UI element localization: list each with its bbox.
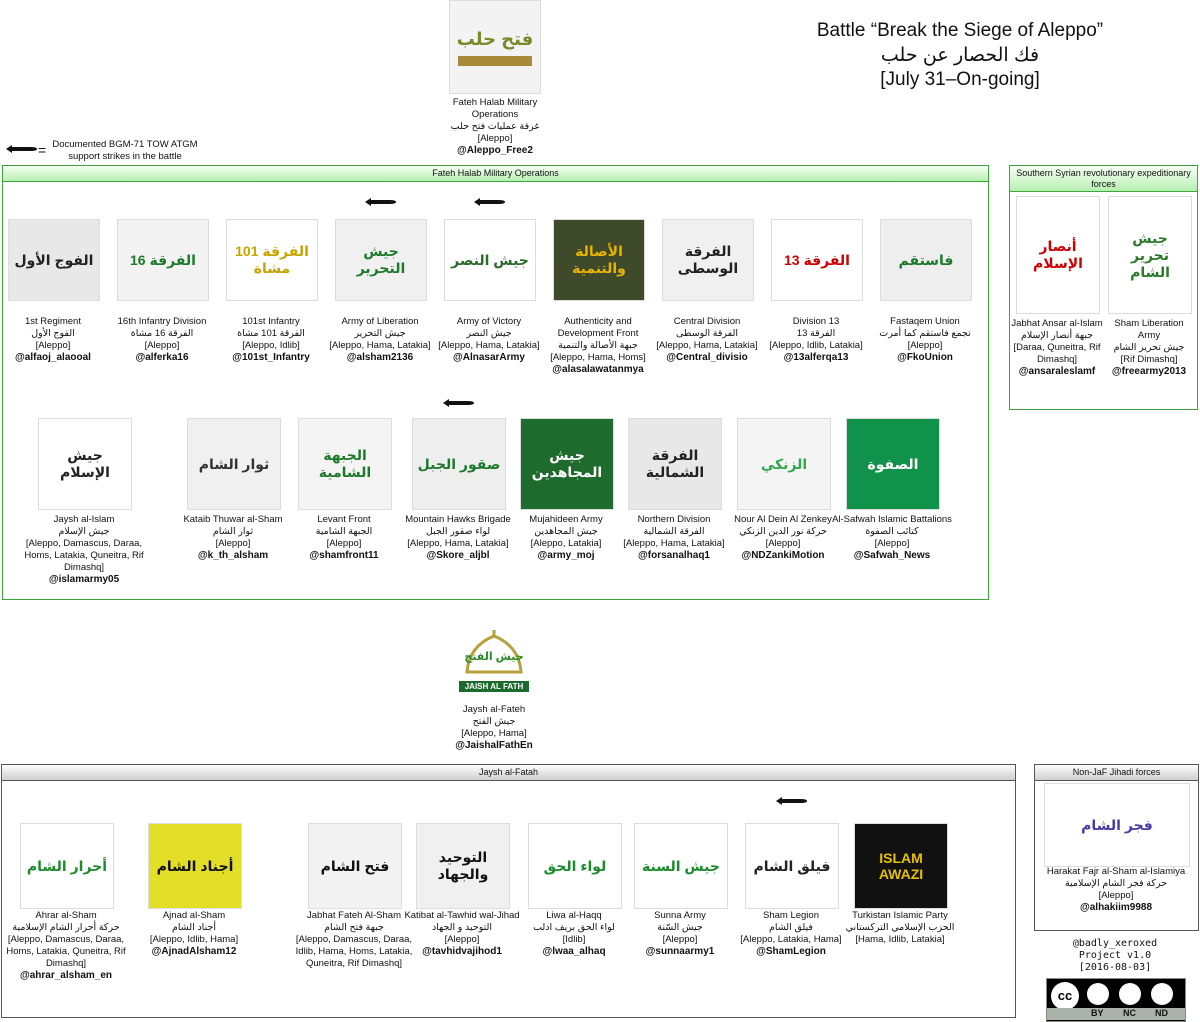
fateh-row2-logo-1 — [38, 418, 132, 510]
group-arabic: الفرقة 16 مشاة — [130, 328, 194, 339]
group-name: Division 13 — [792, 316, 840, 327]
group-region: [Aleppo] — [765, 538, 801, 549]
group-arabic: جبهة الأصالة والتنمية — [558, 340, 638, 351]
group-arabic: جيش المجاهدين — [534, 526, 598, 537]
group-region: [Aleppo] — [907, 340, 943, 351]
group-region: [Aleppo, Idlib] — [242, 340, 300, 351]
group-caption — [218, 316, 324, 364]
group-name: Army of Liberation — [341, 316, 419, 327]
group-arabic: حركة نور الدين الزنكي — [739, 526, 827, 537]
jaysh-al-fateh-logo-text: جيش الفتح — [464, 651, 524, 663]
title-line-1: Battle “Break the Siege of Aleppo” — [816, 20, 1104, 41]
tow-missile-icon — [363, 196, 397, 208]
jaf-groups-logo-8 — [854, 823, 948, 909]
group-arabic: كتائب الصفوة — [865, 526, 919, 537]
southern-logo-2 — [1108, 196, 1192, 314]
group-caption — [832, 514, 952, 562]
group-name: Ajnad al-Sham — [162, 910, 226, 921]
tow-missile-icon — [4, 143, 38, 155]
credit-version: Project v1.0 — [1078, 950, 1152, 961]
group-caption — [872, 316, 978, 364]
group-logo-text: جيش السنة — [642, 857, 720, 874]
jaysh-al-fateh-handle: @JaishalFathEn — [455, 740, 533, 751]
group-handle: @shamfront11 — [309, 550, 379, 561]
group-caption — [723, 514, 843, 562]
group-logo-text: جيش التحرير — [356, 243, 406, 276]
group-region: [Aleppo] — [215, 538, 251, 549]
fateh-row1-logo-8 — [771, 219, 863, 301]
group-region: [Aleppo, Hama, Latakia] — [623, 538, 725, 549]
group-handle: @Skore_aljbl — [426, 550, 490, 561]
group-arabic: تجمع فاستقم كما أمرت — [879, 328, 971, 339]
group-logo-text: الزنكي — [760, 455, 808, 472]
group-name: Mujahideen Army — [529, 514, 603, 525]
group-logo-text: التوحيد والجهاد — [437, 849, 489, 882]
group-handle: @101st_Infantry — [232, 352, 310, 363]
group-handle: @forsanalhaq1 — [638, 550, 710, 561]
fateh-row2-logo-5 — [520, 418, 614, 510]
group-name: Nour Al Dein Al Zenkey — [734, 514, 832, 525]
group-region: [Rif Dimashq] — [1120, 354, 1178, 365]
group-region: [Aleppo] — [662, 934, 698, 945]
group-name: Katibat al-Tawhid wal-Jihad — [404, 910, 520, 921]
group-region: [Aleppo, Idlib, Hama] — [149, 934, 239, 945]
group-name: Harakat Fajr al-Sham al-Islamiya — [1046, 866, 1186, 877]
cc-icon: cc — [1051, 982, 1079, 1010]
group-region: [Aleppo, Latakia, Hama] — [740, 934, 842, 945]
group-name: Sunna Army — [654, 910, 706, 921]
group-handle: @islamarmy05 — [48, 574, 120, 585]
group-name: Fastaqem Union — [890, 316, 960, 327]
group-arabic: لواء صقور الجبل — [425, 526, 491, 537]
group-caption — [1103, 318, 1195, 378]
group-logo-text: جيش تحرير الشام — [1130, 229, 1170, 280]
group-logo-text: صقور الجبل — [417, 455, 501, 472]
fateh-row1-logo-7 — [662, 219, 754, 301]
group-name: 16th Infantry Division — [117, 316, 207, 327]
jaysh-al-fateh-arabic: جيش الفتح — [472, 716, 516, 727]
group-handle: @k_th_alsham — [197, 550, 269, 561]
group-handle: @alhakiim9988 — [1079, 902, 1153, 913]
group-logo-text: لواء الحق — [543, 857, 607, 874]
group-name: Mountain Hawks Brigade — [405, 514, 511, 525]
group-arabic: جبهة أنصار الإسلام — [1020, 330, 1094, 341]
group-handle: @13alferqa13 — [783, 352, 849, 363]
fateh-row1-logo-4 — [335, 219, 427, 301]
group-caption — [24, 514, 144, 586]
group-arabic: جيش تحرير الشام — [1113, 342, 1185, 353]
group-logo-text: الفوج الأول — [14, 251, 94, 268]
title-line-2: فك الحصار عن حلب — [880, 45, 1040, 66]
group-name: Kataib Thuwar al-Sham — [183, 514, 283, 525]
group-caption — [1011, 318, 1103, 378]
jaf-groups-logo-1 — [20, 823, 114, 909]
southern-panel-header: Southern Syrian revolutionary expeditionary forces — [1010, 166, 1197, 192]
group-arabic: فيلق الشام — [769, 922, 813, 933]
cc-license-badge — [1046, 978, 1186, 1022]
jaf-groups-logo-4 — [416, 823, 510, 909]
jaf-groups-logo-5 — [528, 823, 622, 909]
group-arabic: جيش التحرير — [354, 328, 406, 339]
tow-missile-icon — [774, 795, 808, 807]
group-arabic: الفرقة 13 — [796, 328, 836, 339]
group-logo-text: الأصالة والتنمية — [572, 243, 626, 276]
group-region: [Daraa, Quneitra, Rif Dimashq] — [1013, 342, 1101, 365]
fateh-halab-name: Fateh Halab Military Operations — [452, 97, 538, 120]
fateh-halab-arabic: غرفة عمليات فتح حلب — [450, 121, 540, 132]
group-caption — [401, 910, 523, 958]
fateh-row2-logo-4 — [412, 418, 506, 510]
group-name: 101st Infantry — [242, 316, 300, 327]
group-caption — [109, 316, 215, 364]
group-logo-text: الفرقة الوسطى — [677, 243, 739, 276]
fateh-halab-caption — [430, 97, 560, 157]
jaysh-al-fateh-logo-band: JAISH AL FATH — [459, 681, 530, 692]
group-region: [Aleppo, Damascus, Daraa, Idlib, Hama, Homs, Latakia, Quneitra, Rif Dimashq] — [295, 934, 413, 969]
group-caption — [654, 316, 760, 364]
group-caption — [839, 910, 961, 946]
group-arabic: الفرقة الوسطى — [676, 328, 738, 339]
jaf-groups-logo-6 — [634, 823, 728, 909]
group-region: [Aleppo] — [144, 340, 180, 351]
fateh-row2-logo-8 — [846, 418, 940, 510]
group-name: Sham Liberation Army — [1114, 318, 1184, 341]
group-handle: @sunnaarmy1 — [645, 946, 715, 957]
tow-missile-icon — [472, 196, 506, 208]
group-name: Authenticity and Development Front — [557, 316, 639, 339]
group-caption — [327, 316, 433, 364]
group-name: Liwa al-Haqq — [546, 910, 602, 921]
group-region: [Aleppo] — [444, 934, 480, 945]
group-caption — [619, 910, 741, 958]
fateh-row1-logo-9 — [880, 219, 972, 301]
non-jaf-panel-header: Non-JaF Jihadi forces — [1035, 765, 1198, 781]
group-name: Al-Safwah Islamic Battalions — [832, 514, 952, 525]
fateh-row1-logo-1 — [8, 219, 100, 301]
group-arabic: الجبهة الشامية — [315, 526, 373, 537]
tow-missile-icon — [441, 397, 475, 409]
license-nc: NC — [1123, 1008, 1136, 1018]
credit-block — [1040, 938, 1190, 974]
group-handle: @freearmy2013 — [1111, 366, 1187, 377]
jaysh-al-fateh-name: Jaysh al-Fateh — [462, 704, 526, 715]
group-name: Turkistan Islamic Party — [852, 910, 948, 921]
group-logo-text: ثوار الشام — [198, 455, 270, 472]
group-logo-text: فيلق الشام — [753, 857, 831, 874]
group-handle: @Central_divisio — [666, 352, 748, 363]
group-arabic: التوحيد و الجهاد — [431, 922, 493, 933]
credit-date: [2016-08-03] — [1078, 962, 1152, 973]
fateh-halab-logo-text: فتح حلب — [456, 28, 534, 49]
group-name: Northern Division — [637, 514, 711, 525]
nd-icon — [1151, 983, 1173, 1005]
group-handle: @NDZankiMotion — [741, 550, 825, 561]
jaf-groups-logo-3 — [308, 823, 402, 909]
non-jaf-logo-1 — [1044, 783, 1190, 867]
group-handle: @tavhidvajihod1 — [422, 946, 502, 957]
fateh-halab-region: [Aleppo] — [477, 133, 513, 144]
group-logo-text: فجر الشام — [1081, 816, 1153, 833]
group-arabic: جبهة فتح الشام — [324, 922, 384, 933]
group-arabic: ثوار الشام — [212, 526, 254, 537]
group-arabic: حركة أحرار الشام الإسلامية — [12, 922, 120, 933]
southern-logo-1 — [1016, 196, 1100, 314]
group-arabic: الفرقة الشمالية — [643, 526, 705, 537]
credit-author: @badly_xeroxed — [1072, 938, 1158, 949]
group-arabic: جيش الإسلام — [58, 526, 110, 537]
group-region: [Aleppo] — [35, 340, 71, 351]
group-handle: @AjnadAlsham12 — [151, 946, 237, 957]
jaf-groups-logo-2 — [148, 823, 242, 909]
group-region: [Aleppo, Hama, Latakia] — [329, 340, 431, 351]
jaf-groups-logo-7 — [745, 823, 839, 909]
group-caption — [293, 910, 415, 970]
group-region: [Aleppo, Hama, Homs] — [550, 352, 646, 363]
legend-equals: = — [38, 142, 47, 158]
fateh-row2-logo-2 — [187, 418, 281, 510]
group-arabic: أجناد الشام — [172, 922, 216, 933]
group-name: Levant Front — [317, 514, 371, 525]
group-logo-text: أجناد الشام — [156, 857, 234, 874]
group-logo-text: الجبهة الشامية — [318, 447, 372, 480]
by-icon — [1087, 983, 1109, 1005]
group-logo-text: ISLAM AWAZI — [878, 850, 924, 882]
fateh-row1-logo-2 — [117, 219, 209, 301]
group-caption — [173, 514, 293, 562]
group-name: Ahrar al-Sham — [35, 910, 97, 921]
fateh-row1-logo-3 — [226, 219, 318, 301]
nc-icon — [1119, 983, 1141, 1005]
group-handle: @Safwah_News — [853, 550, 931, 561]
group-caption — [730, 910, 852, 958]
group-caption — [436, 316, 542, 364]
group-caption — [614, 514, 734, 562]
group-region: [Aleppo] — [1098, 890, 1134, 901]
group-handle: @alfaoj_alaooal — [15, 352, 91, 363]
group-name: Sham Legion — [763, 910, 819, 921]
group-caption — [763, 316, 869, 364]
group-region: [Aleppo, Hama, Latakia] — [438, 340, 540, 351]
group-handle: @ShamLegion — [756, 946, 826, 957]
group-region: [Aleppo, Damascus, Daraa, Homs, Latakia, Quneitra, Rif Dimashq] — [24, 538, 144, 573]
fateh-halab-logo — [449, 0, 541, 94]
group-handle: @ansaraleslamf — [1018, 366, 1096, 377]
group-handle: @alasalawatanmya — [552, 364, 644, 375]
jaysh-al-fateh-region: [Aleppo, Hama] — [461, 728, 527, 739]
fateh-row2-logo-3 — [298, 418, 392, 510]
group-logo-text: أنصار الإسلام — [1033, 238, 1083, 271]
group-name: 1st Regiment — [25, 316, 81, 327]
group-name: Jaysh al-Islam — [53, 514, 115, 525]
group-caption — [513, 910, 635, 958]
group-region: [Aleppo, Latakia] — [530, 538, 602, 549]
group-arabic: جيش النصر — [466, 328, 512, 339]
license-nd: ND — [1155, 1008, 1168, 1018]
fateh-halab-panel-header: Fateh Halab Military Operations — [3, 166, 988, 182]
group-handle: @ahrar_alsham_en — [19, 970, 113, 981]
group-caption — [284, 514, 404, 562]
group-arabic: حركة فجر الشام الإسلامية — [1064, 878, 1168, 889]
group-name: Jabhat Ansar al-Islam — [1011, 318, 1103, 329]
group-arabic: الفوج الأول — [31, 328, 75, 339]
group-logo-text: فاستقم — [898, 251, 954, 268]
group-region: [Aleppo, Idlib, Latakia] — [769, 340, 863, 351]
group-logo-text: الصفوة — [867, 455, 919, 472]
group-region: [Aleppo, Hama, Latakia] — [656, 340, 758, 351]
group-caption — [0, 316, 106, 364]
group-logo-text: الفرقة الشمالية — [645, 447, 705, 480]
chart-title — [770, 20, 1150, 91]
group-handle: @AlnasarArmy — [452, 352, 525, 363]
group-logo-text: الفرقة 101 مشاة — [235, 243, 309, 276]
group-handle: @alsham2136 — [346, 352, 414, 363]
group-logo-text: الفرقة 16 — [130, 251, 196, 268]
group-logo-text: أحرار الشام — [26, 857, 108, 874]
group-logo-text: جيش الإسلام — [60, 447, 110, 480]
group-name: Central Division — [673, 316, 741, 327]
group-caption — [545, 316, 651, 376]
group-logo-text: فتح الشام — [320, 857, 390, 874]
group-arabic: جيش السّنة — [657, 922, 703, 933]
group-region: [Aleppo] — [874, 538, 910, 549]
group-handle: @army_moj — [537, 550, 595, 561]
title-line-3: [July 31–On-going] — [880, 69, 1040, 90]
group-name: Jabhat Fateh Al-Sham — [307, 910, 401, 921]
fateh-row2-logo-7 — [737, 418, 831, 510]
fateh-halab-handle: @Aleppo_Free2 — [457, 145, 533, 156]
fateh-row1-logo-5 — [444, 219, 536, 301]
group-region: [Aleppo, Damascus, Daraa, Homs, Latakia, Quneitra, Rif Dimashq] — [6, 934, 126, 969]
group-caption — [133, 910, 255, 958]
group-logo-text: جيش النصر — [451, 251, 529, 268]
fateh-row1-logo-6 — [553, 219, 645, 301]
license-by: BY — [1091, 1008, 1104, 1018]
legend-text: Documented BGM-71 TOW ATGM support strikes in the battle — [52, 139, 198, 162]
group-arabic: الحزب الإسلامي التركستاني — [845, 922, 955, 933]
group-caption — [1041, 866, 1191, 914]
group-name: Army of Victory — [456, 316, 522, 327]
group-region: [Idlib] — [562, 934, 586, 945]
group-region: [Aleppo] — [326, 538, 362, 549]
jaysh-al-fateh-caption — [434, 704, 554, 752]
group-arabic: الفرقة 101 مشاة — [237, 328, 305, 339]
group-caption — [506, 514, 626, 562]
group-logo-text: جيش المجاهدين — [531, 447, 603, 480]
group-region: [Hama, Idlib, Latakia] — [855, 934, 945, 945]
jaysh-al-fateh-logo — [449, 620, 539, 700]
group-logo-text: الفرقة 13 — [784, 251, 850, 268]
fateh-row2-logo-6 — [628, 418, 722, 510]
group-caption — [5, 910, 127, 982]
group-handle: @FkoUnion — [897, 352, 953, 363]
group-arabic: لواء الحق بريف ادلب — [533, 922, 615, 933]
jaysh-fatah-panel-header: Jaysh al-Fatah — [2, 765, 1015, 781]
group-handle: @alferka16 — [135, 352, 189, 363]
group-caption — [398, 514, 518, 562]
group-handle: @lwaa_alhaq — [542, 946, 606, 957]
group-region: [Aleppo, Hama, Latakia] — [407, 538, 509, 549]
